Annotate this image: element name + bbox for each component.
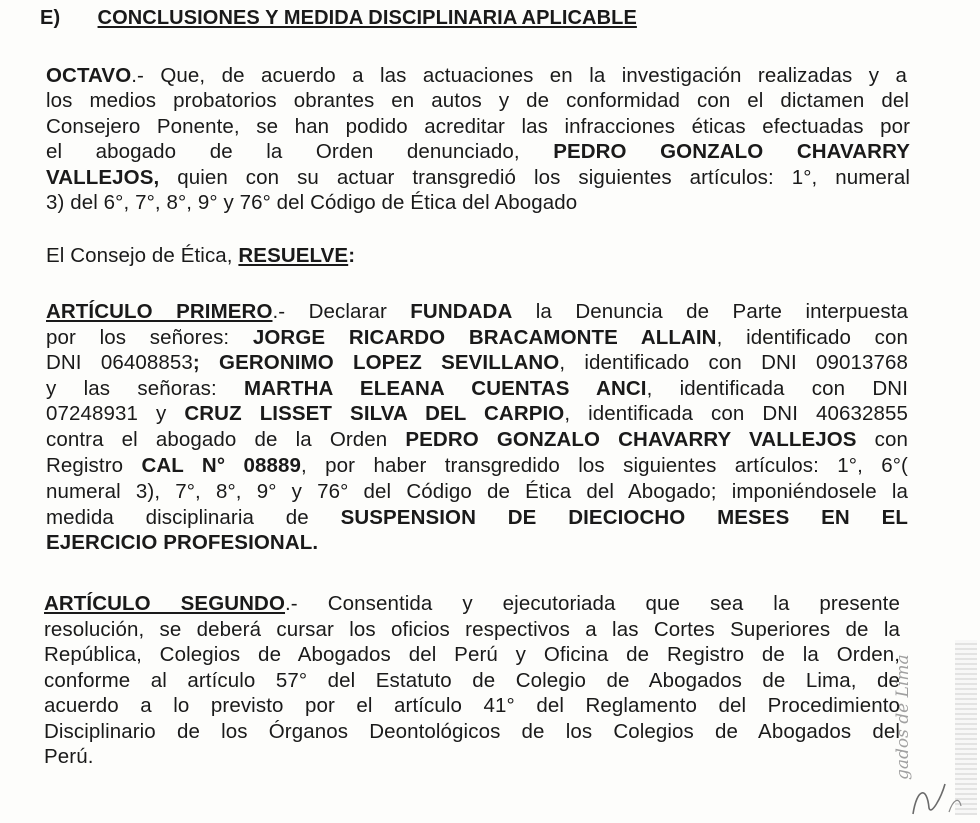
signature-mark-icon <box>905 778 965 818</box>
octavo-line-6: 3) del 6°, 7°, 8°, 9° y 76° del Código de Ética del Abogado <box>46 191 578 214</box>
section-letter: E) <box>40 7 61 29</box>
octavo-line-3: Consejero Ponente, se han podido acreditar las infracciones éticas efectuadas por <box>46 115 910 138</box>
art2-line-6: Disciplinario de los Órganos Deontológicos de los Colegios de Abogados del <box>44 720 900 743</box>
art1-line-8: numeral 3), 7°, 8°, 9° y 76° del Código de Ética del Abogado; imponiéndosele la <box>46 480 908 503</box>
art2-line-4: conforme al artículo 57° del Estatuto de Colegio de Abogados de Lima, de <box>44 669 900 692</box>
art1-line-4: y las señoras: MARTHA ELEANA CUENTAS ANCI, identificada con DNI <box>46 377 908 400</box>
margin-stamp: gados de Lima <box>893 654 913 780</box>
art1-line-1: ARTÍCULO PRIMERO.- Declarar FUNDADA la Denuncia de Parte interpuesta <box>46 300 908 323</box>
art2-label: ARTÍCULO SEGUNDO <box>44 592 286 615</box>
octavo-line-5: VALLEJOS, quien con su actuar transgredió los siguientes artículos: 1°, numeral <box>46 166 910 189</box>
art1-line-2: por los señores: JORGE RICARDO BRACAMONTE ALLAIN, identificado con <box>46 326 909 349</box>
art1-line-7: Registro CAL N° 08889, por haber transgredido los siguientes artículos: 1°, 6°( <box>46 454 908 477</box>
octavo-line-1: OCTAVO.- Que, de acuerdo a las actuaciones en la investigación realizadas y a <box>46 64 907 87</box>
art2-line-1: ARTÍCULO SEGUNDO.- Consentida y ejecutoriada que sea la presente <box>44 592 900 615</box>
art2-line-7: Perú. <box>44 745 94 768</box>
section-title: CONCLUSIONES Y MEDIDA DISCIPLINARIA APLICABLE <box>97 7 637 29</box>
section-heading <box>40 6 637 30</box>
art1-line-3: DNI 06408853; GERONIMO LOPEZ SEVILLANO, identificado con DNI 09013768 <box>46 351 908 374</box>
art1-line-9: medida disciplinaria de SUSPENSION DE DIECIOCHO MESES EN EL <box>46 506 908 529</box>
accused-name: PEDRO GONZALO CHAVARRY <box>553 140 910 163</box>
resuelve-line: El Consejo de Ética, RESUELVE: <box>46 244 356 267</box>
art1-line-5: 07248931 y CRUZ LISSET SILVA DEL CARPIO, identificada con DNI 40632855 <box>46 402 909 425</box>
art1-label: ARTÍCULO PRIMERO <box>46 300 273 323</box>
resuelve-word: RESUELVE <box>238 244 349 267</box>
octavo-line-2: los medios probatorios obrantes en autos y de conformidad con el dictamen del <box>46 89 909 112</box>
octavo-label: OCTAVO <box>46 64 132 87</box>
art1-line-6: contra el abogado de la Orden PEDRO GONZALO CHAVARRY VALLEJOS con <box>46 428 908 451</box>
art2-line-5: acuerdo a lo previsto por el artículo 41° del Reglamento del Procedimiento <box>44 694 900 717</box>
art1-line-10: EJERCICIO PROFESIONAL. <box>46 531 319 554</box>
octavo-line-4: el abogado de la Orden denunciado, PEDRO GONZALO CHAVARRY <box>46 140 910 163</box>
art2-line-3: República, Colegios de Abogados del Perú y Oficina de Registro de la Orden, <box>44 643 900 666</box>
art2-line-2: resolución, se deberá cursar los oficios respectivos a las Cortes Superiores de la <box>44 618 900 641</box>
